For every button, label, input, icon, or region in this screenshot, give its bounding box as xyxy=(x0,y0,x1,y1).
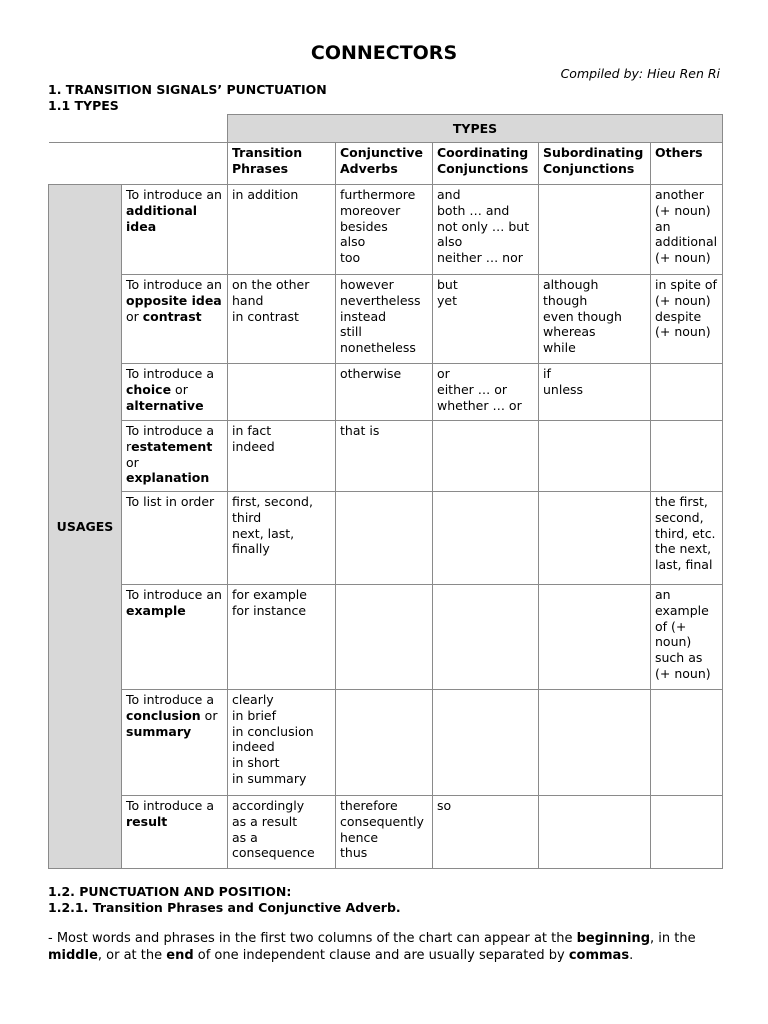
types-header: TYPES xyxy=(228,115,723,143)
usage-cell xyxy=(122,492,228,585)
usage-text: To introduce a xyxy=(126,366,214,381)
table-cell xyxy=(336,585,433,690)
section-heading-1-2: 1.2. PUNCTUATION AND POSITION: xyxy=(48,884,292,899)
paragraph-bold: commas xyxy=(568,948,630,963)
table-cell: accordingly as a result as a consequence xyxy=(228,796,336,869)
table-row xyxy=(49,185,723,275)
usage-cell xyxy=(122,690,228,796)
col-header-coordinating: Coordinating Conjunctions xyxy=(433,143,539,185)
usage-text: To introduce a r xyxy=(126,423,214,454)
paragraph-text: of one independent clause and are usually separated by xyxy=(193,948,569,963)
usage-keyword: summary xyxy=(126,723,192,739)
usage-cell xyxy=(122,796,228,869)
table-cell: if unless xyxy=(539,364,651,421)
table-row xyxy=(49,796,723,869)
usage-text: To introduce an xyxy=(126,587,222,602)
table-row xyxy=(49,275,723,364)
paragraph-text: - Most words and phrases in the first two columns of the chart can appear at the xyxy=(48,931,577,946)
table-cell xyxy=(539,690,651,796)
table-cell: although though even though whereas while xyxy=(539,275,651,364)
usage-text: or xyxy=(126,308,143,324)
table-cell xyxy=(336,690,433,796)
table-cell xyxy=(539,492,651,585)
paragraph-bold: beginning xyxy=(576,931,651,946)
table-cell: clearly in brief in conclusion indeed in short in summary xyxy=(228,690,336,796)
table-cell: on the other hand in contrast xyxy=(228,275,336,364)
table-cell: in addition xyxy=(228,185,336,275)
table-cell xyxy=(651,364,723,421)
col-header-others: Others xyxy=(651,143,723,185)
table-cell: in spite of (+ noun) despite (+ noun) xyxy=(651,275,723,364)
usage-keyword: example xyxy=(126,602,186,618)
table-cell: that is xyxy=(336,421,433,492)
table-cell xyxy=(433,690,539,796)
page-title: CONNECTORS xyxy=(310,42,458,64)
usage-text: To introduce an xyxy=(126,277,222,292)
paragraph-text: . xyxy=(629,948,634,963)
table-cell xyxy=(433,421,539,492)
table-row xyxy=(49,585,723,690)
usage-text: To introduce an xyxy=(126,187,222,202)
usage-keyword: additional idea xyxy=(126,202,198,234)
table-row xyxy=(49,421,723,492)
blank-corner xyxy=(49,115,228,143)
usage-cell xyxy=(122,364,228,421)
table-cell xyxy=(539,185,651,275)
table-row xyxy=(49,690,723,796)
table-cell xyxy=(433,492,539,585)
table-cell xyxy=(228,364,336,421)
col-header-subordinating: Subordinating Conjunctions xyxy=(539,143,651,185)
paragraph-bold: end xyxy=(166,948,194,963)
usage-text: To list in order xyxy=(126,494,215,509)
usage-text: or xyxy=(200,707,218,723)
usage-keyword: choice xyxy=(126,381,172,397)
table-cell: or either … or whether … or xyxy=(433,364,539,421)
table-cell: so xyxy=(433,796,539,869)
table-cell xyxy=(651,796,723,869)
table-cell xyxy=(651,690,723,796)
usage-cell xyxy=(122,421,228,492)
table-cell: furthermore moreover besides also too xyxy=(336,185,433,275)
body-paragraph xyxy=(48,930,728,964)
table-cell xyxy=(433,585,539,690)
table-cell: however nevertheless instead still nonetheless xyxy=(336,275,433,364)
col-header-transition: Transition Phrases xyxy=(228,143,336,185)
table-body xyxy=(49,185,723,869)
section-heading-1-2-1: 1.2.1. Transition Phrases and Conjunctive Adverb. xyxy=(48,900,401,915)
usage-keyword: alternative xyxy=(126,397,204,413)
table-cell: another (+ noun) an additional (+ noun) xyxy=(651,185,723,275)
table-cell: first, second, third next, last, finally xyxy=(228,492,336,585)
usage-cell xyxy=(122,585,228,690)
usage-text: To introduce a xyxy=(126,798,214,813)
usage-keyword: explanation xyxy=(126,470,210,486)
section-heading-1-1: 1.1 TYPES xyxy=(48,98,119,113)
usage-keyword: opposite idea xyxy=(126,292,222,308)
table-cell xyxy=(539,421,651,492)
paragraph-text: , in the xyxy=(650,931,696,946)
usage-text: or xyxy=(171,381,188,397)
table-cell: in fact indeed xyxy=(228,421,336,492)
paragraph-text: , or at the xyxy=(97,948,167,963)
usage-text: or xyxy=(126,454,139,470)
usage-keyword: contrast xyxy=(142,308,202,324)
table-cell xyxy=(539,796,651,869)
table-cell: and both … and not only … but also neither … nor xyxy=(433,185,539,275)
usage-cell xyxy=(122,185,228,275)
table-row xyxy=(49,364,723,421)
table-cell: therefore consequently hence thus xyxy=(336,796,433,869)
table-cell xyxy=(539,585,651,690)
table-row xyxy=(49,492,723,585)
table-cell xyxy=(336,492,433,585)
table-cell: for example for instance xyxy=(228,585,336,690)
connectors-table xyxy=(48,114,723,869)
paragraph-bold: middle xyxy=(48,948,98,963)
usage-cell xyxy=(122,275,228,364)
usage-keyword: estatement xyxy=(131,438,213,454)
usage-keyword: conclusion xyxy=(126,707,201,723)
table-cell: otherwise xyxy=(336,364,433,421)
compiled-by: Compiled by: Hieu Ren Ri xyxy=(560,66,720,81)
usage-keyword: result xyxy=(126,813,168,829)
usages-label: USAGES xyxy=(49,185,122,869)
col-header-conjunctive: Conjunctive Adverbs xyxy=(336,143,433,185)
table-cell: but yet xyxy=(433,275,539,364)
table-cell xyxy=(651,421,723,492)
table-cell: an example of (+ noun) such as (+ noun) xyxy=(651,585,723,690)
blank-corner-2 xyxy=(49,143,228,185)
table-cell: the first, second, third, etc. the next, last, final xyxy=(651,492,723,585)
section-heading-1: 1. TRANSITION SIGNALS’ PUNCTUATION xyxy=(48,82,327,97)
usage-text: To introduce a xyxy=(126,692,214,707)
